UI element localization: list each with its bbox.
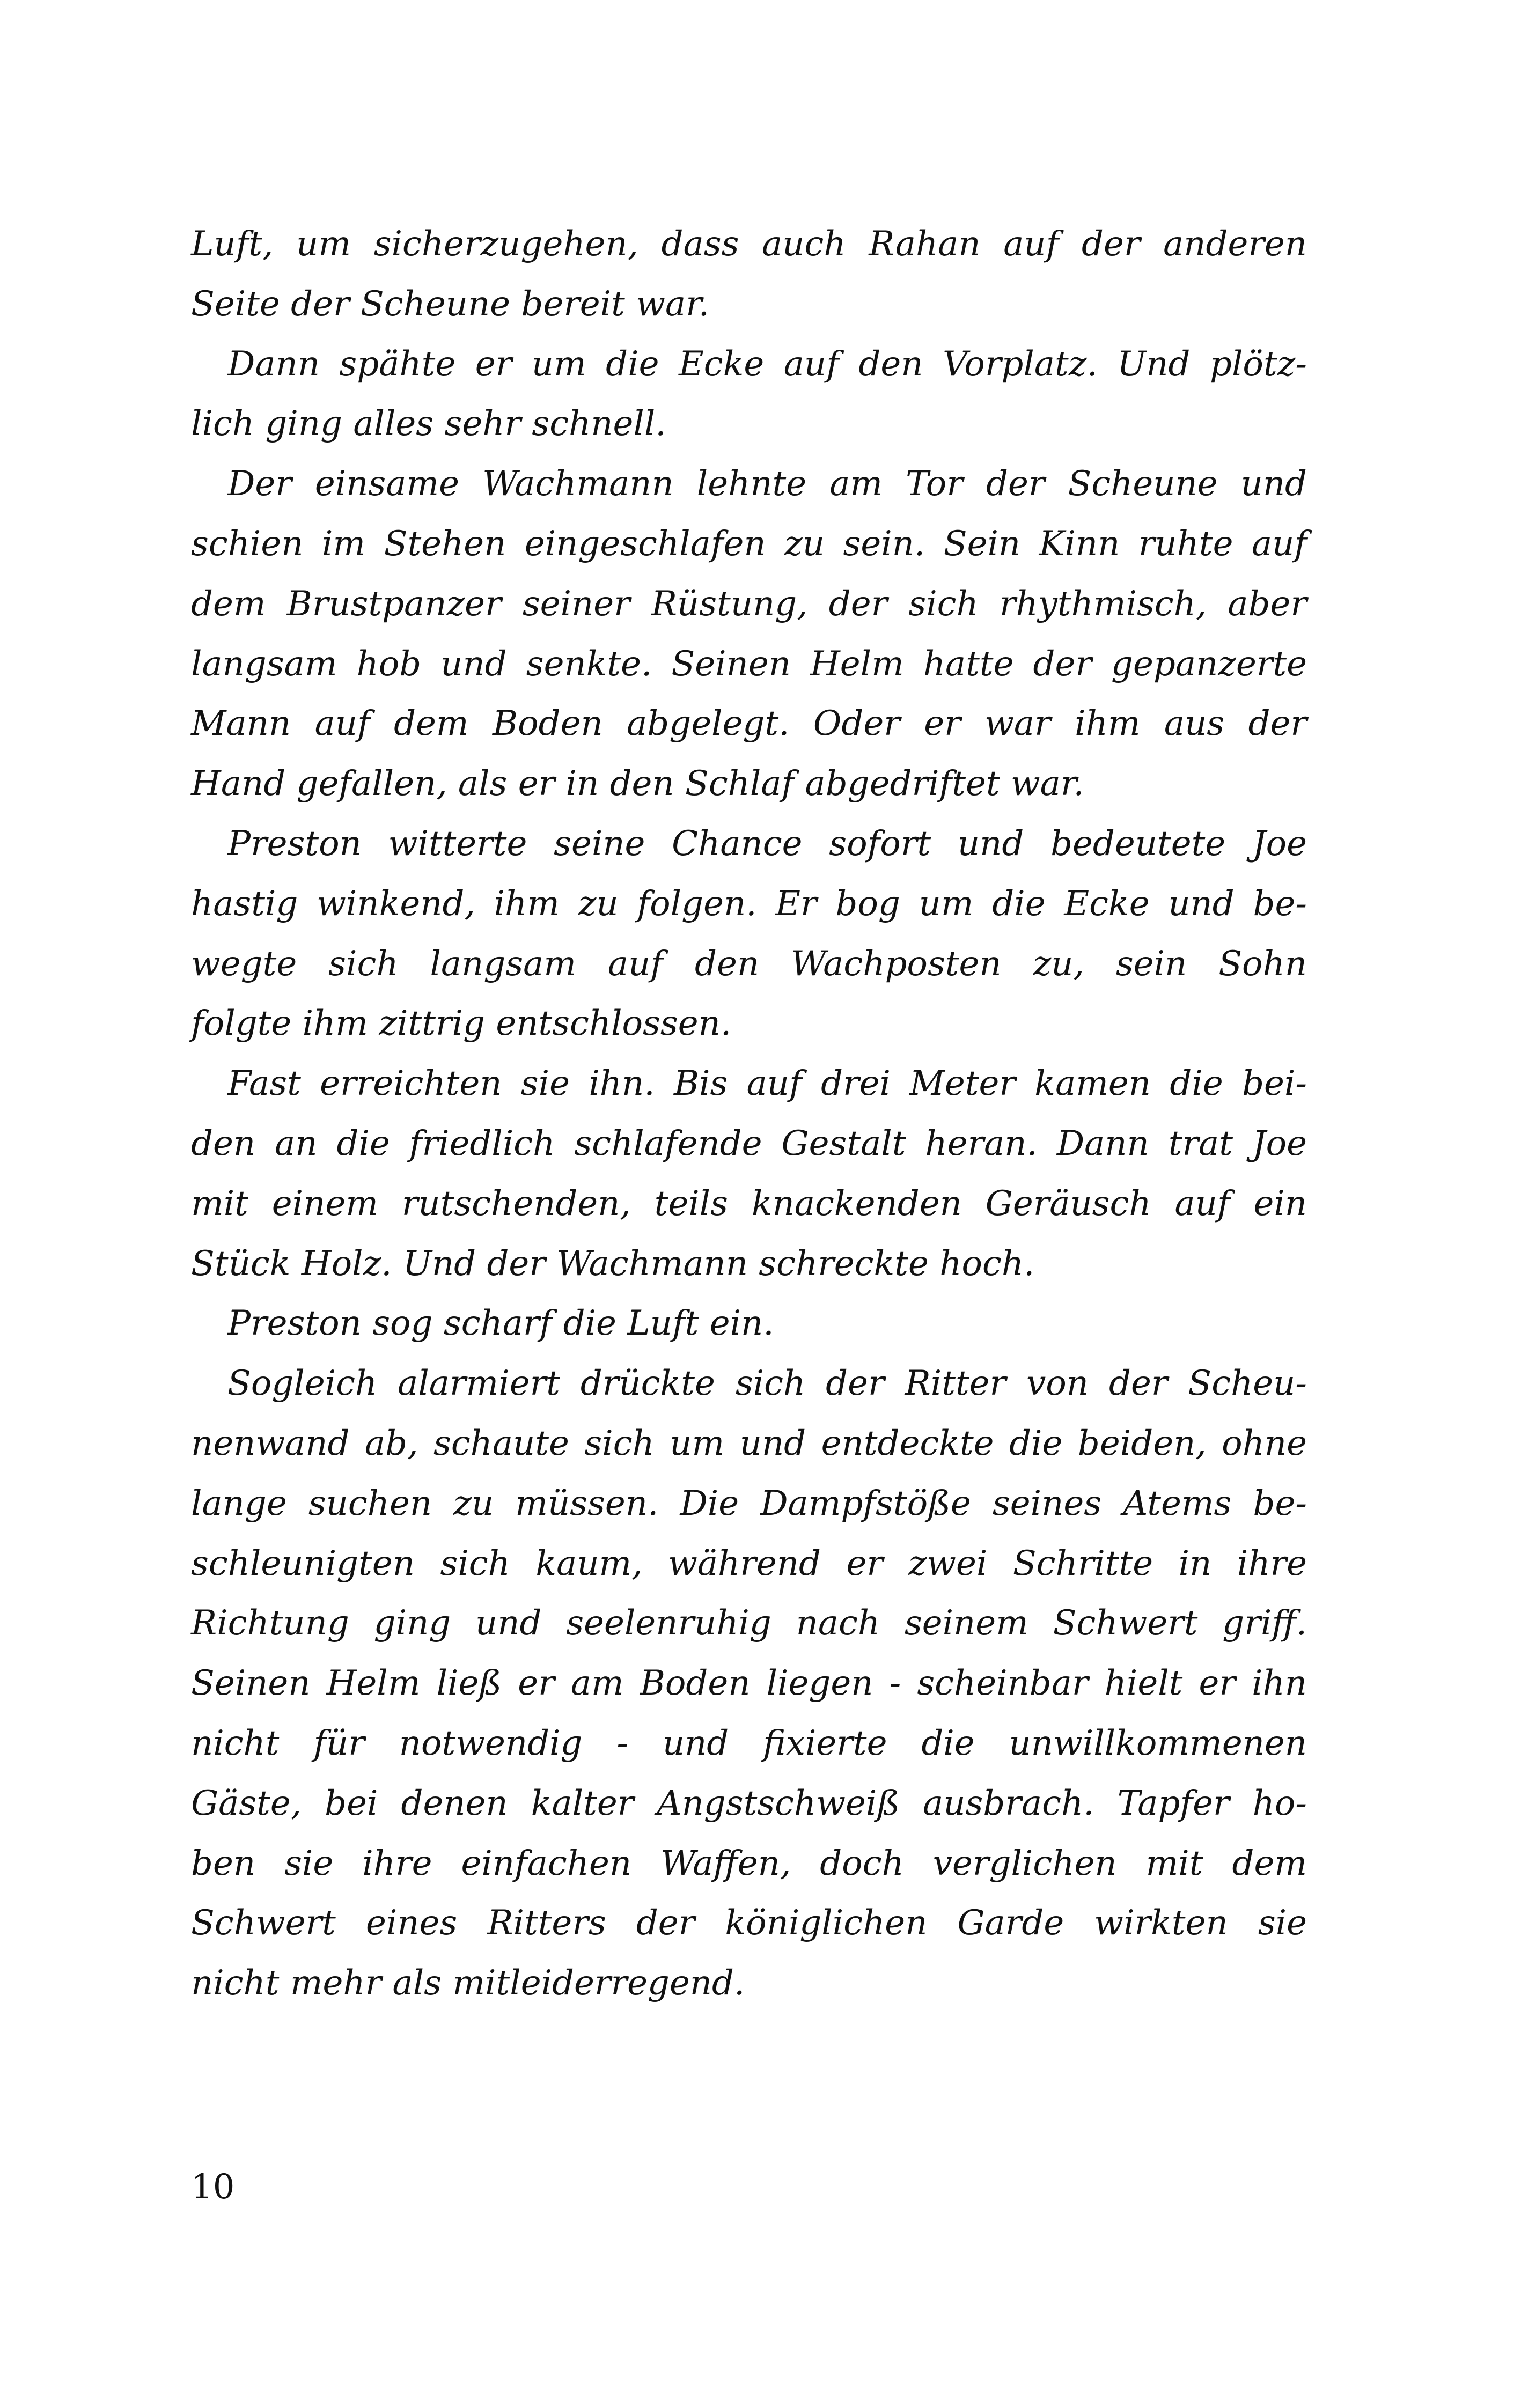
text-line: nenwand ab, schaute sich um und entdeckte die beiden, ohne [191, 1423, 1307, 1463]
text-line: Richtung ging und seelenruhig nach seinem Schwert griff. [191, 1603, 1307, 1644]
text-line: den an die friedlich schlafende Gestalt heran. Dann trat Joe [191, 1123, 1307, 1164]
text-line: Seinen Helm ließ er am Boden liegen - scheinbar hielt er ihn [191, 1663, 1307, 1704]
body-text [191, 215, 1307, 2014]
text-line: schien im Stehen eingeschlafen zu sein. Sein Kinn ruhte auf [191, 524, 1307, 564]
text-line: Stück Holz. Und der Wachmann schreckte hoch. [191, 1243, 1035, 1284]
text-line: wegte sich langsam auf den Wachposten zu, sein Sohn [191, 944, 1307, 984]
text-line: mit einem rutschenden, teils knackenden Geräusch auf ein [191, 1183, 1307, 1224]
text-line: lich ging alles sehr schnell. [191, 404, 666, 444]
text-line: hastig winkend, ihm zu folgen. Er bog um die Ecke und be- [191, 883, 1307, 924]
text-line: folgte ihm zittrig entschlossen. [191, 1004, 732, 1044]
text-line: Preston sog scharf die Luft ein. [227, 1304, 774, 1344]
page-number: 10 [191, 2167, 235, 2207]
text-line: Hand gefallen, als er in den Schlaf abgedriftet war. [191, 764, 1084, 804]
text-line: dem Brustpanzer seiner Rüstung, der sich rhythmisch, aber [191, 584, 1307, 624]
text-line: Der einsame Wachmann lehnte am Tor der Scheune und [227, 464, 1307, 504]
text-line: Sogleich alarmiert drückte sich der Ritter von der Scheu- [227, 1364, 1307, 1404]
text-line: schleunigten sich kaum, während er zwei Schritte in ihre [191, 1543, 1307, 1584]
text-line: Preston witterte seine Chance sofort und bedeutete Joe [227, 823, 1307, 864]
text-line: Seite der Scheune bereit war. [191, 284, 710, 324]
text-line: nicht für notwendig - und fixierte die unwillkommenen [191, 1723, 1307, 1763]
text-line: ben sie ihre einfachen Waffen, doch verglichen mit dem [191, 1843, 1307, 1883]
text-line: nicht mehr als mitleiderregend. [191, 1963, 745, 2004]
text-line: Dann spähte er um die Ecke auf den Vorplatz. Und plötz- [227, 344, 1307, 384]
text-line: Schwert eines Ritters der königlichen Garde wirkten sie [191, 1903, 1307, 1943]
text-line: Mann auf dem Boden abgelegt. Oder er war ihm aus der [191, 704, 1307, 744]
text-line: lange suchen zu müssen. Die Dampfstöße seines Atems be- [191, 1483, 1307, 1523]
text-line: Fast erreichten sie ihn. Bis auf drei Meter kamen die bei- [227, 1064, 1307, 1104]
text-line: Luft, um sicherzugehen, dass auch Rahan auf der anderen [191, 224, 1307, 264]
text-line: langsam hob und senkte. Seinen Helm hatte der gepanzerte [191, 644, 1307, 684]
text-line: Gäste, bei denen kalter Angstschweiß ausbrach. Tapfer ho- [191, 1783, 1307, 1823]
